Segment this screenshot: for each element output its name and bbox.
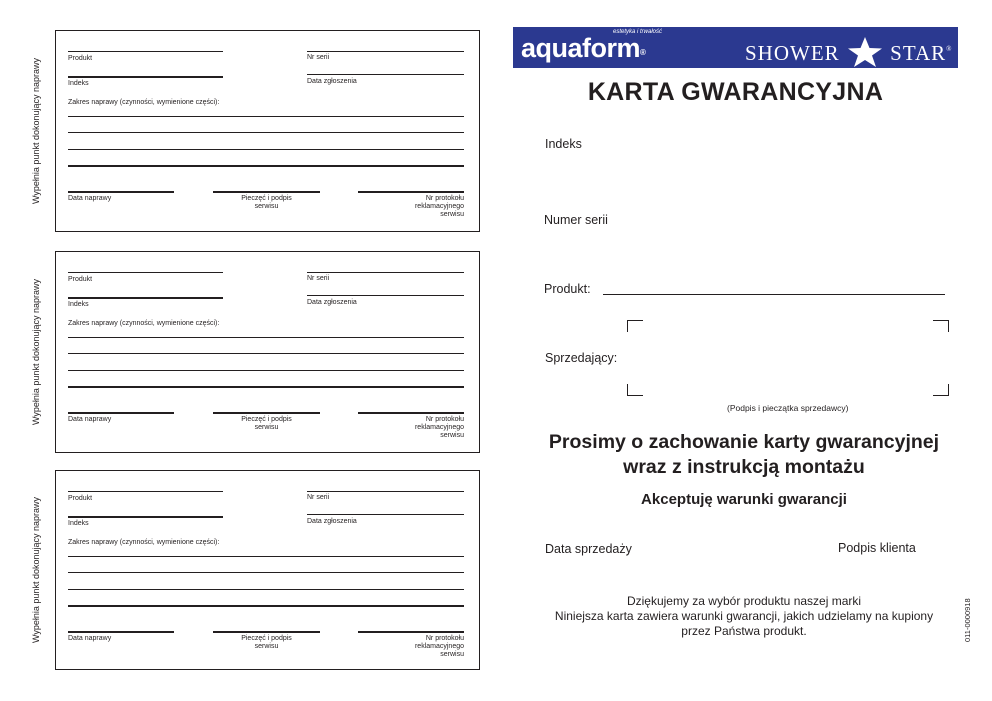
scope-line[interactable] [68, 556, 464, 557]
thanks-line-2: Niniejsza karta zawiera warunki gwarancji, jakich udzielamy na kupiony [554, 609, 934, 623]
serial-line[interactable] [307, 272, 464, 273]
repair-date-label: Data naprawy [68, 195, 112, 202]
thanks-line-3: przez Państwa produkt. [681, 624, 807, 638]
card-title: KARTA GWARANCYJNA [587, 78, 884, 106]
product-field-label: Produkt: [544, 282, 591, 296]
stamp-line[interactable] [213, 631, 320, 633]
index-label: Indeks [68, 301, 89, 308]
product-label: Produkt [68, 276, 93, 283]
star-icon [847, 36, 883, 68]
scope-line[interactable] [68, 370, 464, 371]
stamp-line[interactable] [213, 191, 320, 193]
protocol-label: Nr protokołu reklamacyjnego serwisu [414, 195, 464, 218]
report-date-line[interactable] [307, 74, 464, 75]
protocol-line[interactable] [358, 412, 464, 414]
aquaform-logo: aquaform® [521, 33, 646, 63]
stamp-corner [627, 384, 643, 396]
stamp-label: Pieczęć i podpis serwisu [241, 635, 292, 650]
scope-line[interactable] [68, 386, 464, 388]
protocol-label: Nr protokołu reklamacyjnego serwisu [414, 635, 464, 658]
aquaform-tagline: estetyka i trwałość [613, 29, 663, 35]
scope-line[interactable] [68, 572, 464, 573]
stamp-line[interactable] [213, 412, 320, 414]
product-label: Produkt [68, 495, 93, 502]
index-field-label: Indeks [545, 137, 582, 151]
scope-line[interactable] [68, 149, 464, 150]
serial-label: Nr serii [307, 275, 330, 282]
report-date-line[interactable] [307, 514, 464, 515]
client-signature-label: Podpis klienta [838, 541, 916, 555]
stamp-corner [933, 320, 949, 332]
side-label: Wypełnia punkt dokonujący naprawy [31, 57, 41, 205]
serial-field-label: Numer serii [544, 213, 608, 227]
protocol-line[interactable] [358, 631, 464, 633]
seller-stamp-note: (Podpis i pieczątka sprzedawcy) [727, 403, 849, 413]
product-line[interactable] [68, 491, 223, 492]
index-label: Indeks [68, 520, 89, 527]
protocol-label: Nr protokołu reklamacyjnego serwisu [414, 416, 464, 439]
product-line[interactable] [68, 272, 223, 273]
scope-line[interactable] [68, 132, 464, 133]
report-date-label: Data zgłoszenia [307, 518, 357, 525]
document-code: 011-0000918 [963, 598, 972, 642]
keep-card-note-line1: Prosimy o zachowanie karty gwarancyjnej [548, 431, 940, 453]
accept-terms: Akceptuję warunki gwarancji [641, 491, 847, 508]
repair-form-box [31, 30, 480, 232]
repair-date-line[interactable] [68, 631, 174, 633]
scope-line[interactable] [68, 589, 464, 590]
keep-card-note-line2: wraz z instrukcją montażu [623, 456, 865, 478]
serial-label: Nr serii [307, 54, 330, 61]
scope-line[interactable] [68, 116, 464, 117]
repair-date-line[interactable] [68, 191, 174, 193]
report-date-line[interactable] [307, 295, 464, 296]
scope-label: Zakres naprawy (czynności, wymienione części): [68, 99, 220, 106]
repair-date-label: Data naprawy [68, 416, 112, 423]
repair-date-label: Data naprawy [68, 635, 112, 642]
side-label: Wypełnia punkt dokonujący naprawy [31, 496, 41, 644]
report-date-label: Data zgłoszenia [307, 78, 357, 85]
stamp-corner [627, 320, 643, 332]
index-label: Indeks [68, 80, 89, 87]
protocol-line[interactable] [358, 191, 464, 193]
thanks-line-1: Dziękujemy za wybór produktu naszej marki [626, 594, 862, 608]
repair-form-box [31, 251, 480, 453]
repair-form-box [31, 470, 480, 670]
index-line[interactable] [68, 297, 223, 299]
stamp-label: Pieczęć i podpis serwisu [241, 416, 292, 431]
stamp-label: Pieczęć i podpis serwisu [241, 195, 292, 210]
product-label: Produkt [68, 55, 93, 62]
side-label: Wypełnia punkt dokonujący naprawy [31, 278, 41, 426]
brand-banner [513, 27, 958, 68]
scope-line[interactable] [68, 605, 464, 607]
index-line[interactable] [68, 516, 223, 518]
serial-line[interactable] [307, 491, 464, 492]
sale-date-label: Data sprzedaży [545, 542, 632, 556]
seller-field-label: Sprzedający: [545, 351, 618, 365]
serial-line[interactable] [307, 51, 464, 52]
product-fill-line[interactable] [603, 294, 945, 295]
serial-label: Nr serii [307, 494, 330, 501]
repair-date-line[interactable] [68, 412, 174, 414]
scope-label: Zakres naprawy (czynności, wymienione części): [68, 539, 220, 546]
scope-line[interactable] [68, 353, 464, 354]
product-line[interactable] [68, 51, 223, 52]
shower-star-logo: SHOWER STAR® [745, 36, 953, 68]
scope-line[interactable] [68, 337, 464, 338]
report-date-label: Data zgłoszenia [307, 299, 357, 306]
scope-label: Zakres naprawy (czynności, wymienione części): [68, 320, 220, 327]
index-line[interactable] [68, 76, 223, 78]
stamp-corner [933, 384, 949, 396]
scope-line[interactable] [68, 165, 464, 167]
